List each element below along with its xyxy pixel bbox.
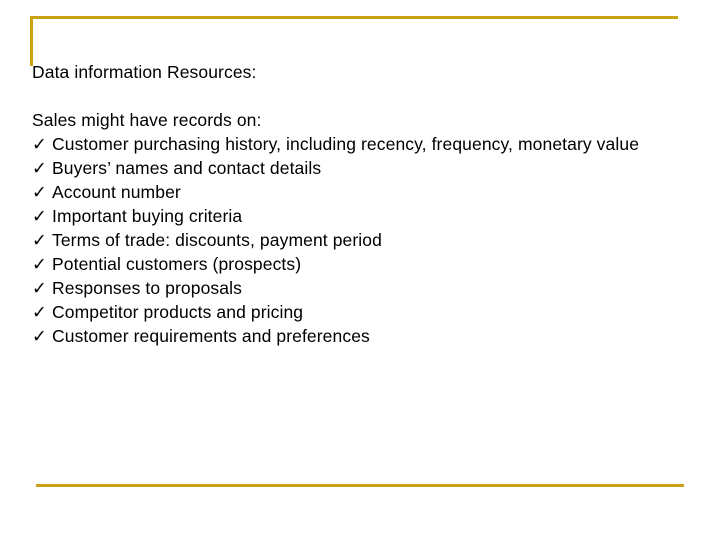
- list-item-text: Account number: [52, 182, 181, 202]
- checkmark-icon: ✓: [32, 302, 47, 322]
- checkmark-icon: ✓: [32, 206, 47, 226]
- list-item-text: Responses to proposals: [52, 278, 242, 298]
- checklist: [32, 132, 682, 348]
- list-item: [32, 228, 682, 252]
- left-accent-rule: [30, 16, 33, 66]
- top-accent-rule: [30, 16, 678, 19]
- list-item: [32, 252, 682, 276]
- list-item-text: Terms of trade: discounts, payment period: [52, 230, 382, 250]
- checkmark-icon: ✓: [32, 158, 47, 178]
- list-item-text: Customer purchasing history, including recency, frequency, monetary value: [52, 134, 640, 154]
- list-item-text: Buyers’ names and contact details: [52, 158, 322, 178]
- list-item-text: Important buying criteria: [52, 206, 243, 226]
- list-item: [32, 324, 682, 348]
- list-item: [32, 132, 682, 156]
- list-item: [32, 156, 682, 180]
- list-item-text: Potential customers (prospects): [52, 254, 302, 274]
- checkmark-icon: ✓: [32, 134, 47, 154]
- checkmark-icon: ✓: [32, 230, 47, 250]
- list-item: [32, 180, 682, 204]
- list-item-text: Competitor products and pricing: [52, 302, 304, 322]
- checkmark-icon: ✓: [32, 326, 47, 346]
- slide-body: [32, 60, 682, 348]
- list-item: [32, 300, 682, 324]
- intro-text: Sales might have records on:: [32, 110, 262, 130]
- list-item: [32, 204, 682, 228]
- checkmark-icon: ✓: [32, 182, 47, 202]
- slide-heading: Data information Resources:: [32, 62, 257, 82]
- bottom-accent-rule: [36, 484, 684, 487]
- checkmark-icon: ✓: [32, 254, 47, 274]
- list-item: [32, 276, 682, 300]
- checkmark-icon: ✓: [32, 278, 47, 298]
- list-item-text: Customer requirements and preferences: [52, 326, 370, 346]
